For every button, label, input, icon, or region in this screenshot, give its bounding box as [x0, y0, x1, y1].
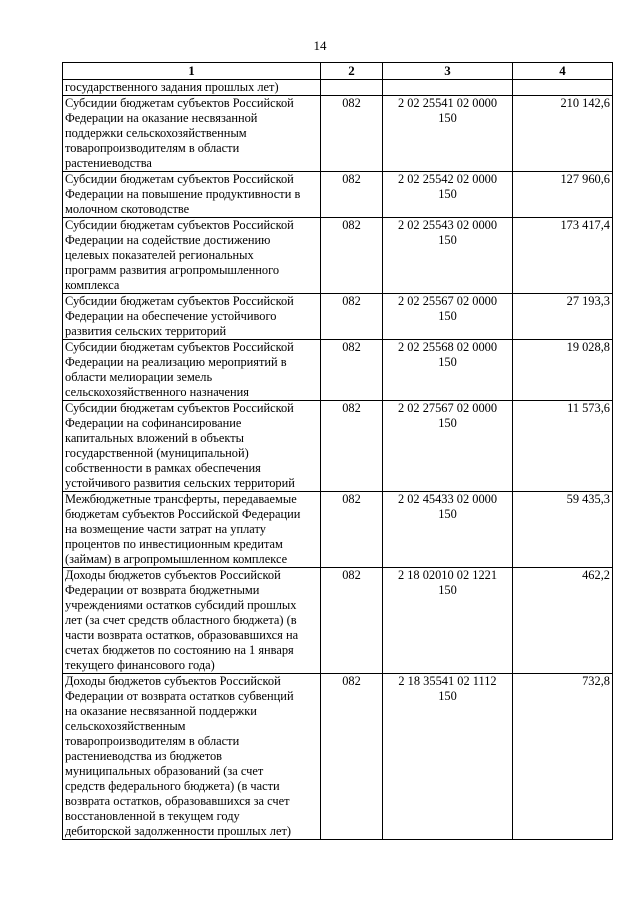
budget-code-line: 2 18 02010 02 1221	[397, 568, 498, 582]
revenue-name-line: текущего финансового года)	[65, 658, 215, 672]
revenue-name-line: Субсидии бюджетам субъектов Российской	[65, 172, 294, 186]
amount-cell	[513, 80, 613, 96]
revenue-name-line: бюджетам субъектов Российской Федерации	[65, 507, 301, 521]
table-header-row	[63, 63, 613, 80]
revenue-name-line: растениеводства из бюджетов	[65, 749, 223, 763]
admin-code-cell: 082	[321, 492, 383, 568]
column-header-2: 2	[321, 63, 383, 80]
revenue-name-line: Субсидии бюджетам субъектов Российской	[65, 294, 294, 308]
amount-cell: 210 142,6	[513, 96, 613, 172]
budget-table	[62, 62, 613, 840]
table-row	[63, 294, 613, 340]
revenue-name-line: устойчивого развития сельских территорий	[65, 476, 295, 490]
budget-code-cell	[383, 294, 513, 340]
amount-cell: 732,8	[513, 674, 613, 840]
admin-code-cell: 082	[321, 340, 383, 401]
revenue-name-line: Федерации на содействие достижению	[65, 233, 271, 247]
revenue-name-line: Федерации на обеспечение устойчивого	[65, 309, 277, 323]
revenue-name-line: Субсидии бюджетам субъектов Российской	[65, 96, 294, 110]
revenue-name-line: средств федерального бюджета) (в части	[65, 779, 280, 793]
revenue-name-cell	[63, 568, 321, 674]
revenue-name-line: целевых показателей региональных	[65, 248, 254, 262]
budget-code-line: 2 02 25543 02 0000	[397, 218, 498, 232]
budget-code-line: 2 02 27567 02 0000	[397, 401, 498, 415]
revenue-name-line: Федерации от возврата бюджетными	[65, 583, 260, 597]
column-header-1: 1	[63, 63, 321, 80]
revenue-name-line: капитальных вложений в объекты	[65, 431, 244, 445]
revenue-name-line: сельскохозяйственным	[65, 719, 186, 733]
revenue-name-line: Федерации на повышение продуктивности в	[65, 187, 301, 201]
budget-code-line: 150	[438, 233, 457, 247]
revenue-name-line: Субсидии бюджетам субъектов Российской	[65, 340, 294, 354]
table-row	[63, 172, 613, 218]
admin-code-cell: 082	[321, 96, 383, 172]
revenue-name-line: собственности в рамках обеспечения	[65, 461, 261, 475]
budget-code-line: 150	[438, 111, 457, 125]
budget-code-cell	[383, 401, 513, 492]
revenue-name-cell	[63, 172, 321, 218]
revenue-name-line: на оказание несвязанной поддержки	[65, 704, 257, 718]
revenue-name-cell	[63, 492, 321, 568]
revenue-name-line: государственного задания прошлых лет)	[65, 80, 279, 94]
revenue-name-line: восстановленной в текущем году	[65, 809, 240, 823]
amount-cell: 462,2	[513, 568, 613, 674]
budget-code-line: 2 18 35541 02 1112	[398, 674, 497, 688]
revenue-name-line: счетах бюджетов по состоянию на 1 января	[65, 643, 294, 657]
revenue-name-cell	[63, 218, 321, 294]
table-row	[63, 674, 613, 840]
budget-code-cell	[383, 568, 513, 674]
table-row	[63, 340, 613, 401]
amount-cell: 127 960,6	[513, 172, 613, 218]
amount-cell: 19 028,8	[513, 340, 613, 401]
revenue-name-line: Федерации от возврата остатков субвенций	[65, 689, 294, 703]
budget-code-cell	[383, 492, 513, 568]
revenue-name-line: Федерации на оказание несвязанной	[65, 111, 258, 125]
budget-code-line: 2 02 45433 02 0000	[397, 492, 498, 506]
table-row	[63, 492, 613, 568]
revenue-name-line: молочном скотоводстве	[65, 202, 190, 216]
budget-code-cell	[383, 172, 513, 218]
revenue-name-cell	[63, 96, 321, 172]
revenue-name-line: Доходы бюджетов субъектов Российской	[65, 568, 281, 582]
table-row	[63, 96, 613, 172]
budget-code-line: 2 02 25567 02 0000	[397, 294, 498, 308]
revenue-name-line: (займам) в агропромышленном комплексе	[65, 552, 288, 566]
budget-code-line: 150	[438, 355, 457, 369]
admin-code-cell: 082	[321, 674, 383, 840]
revenue-name-line: государственной (муниципальной)	[65, 446, 249, 460]
revenue-name-line: комплекса	[65, 278, 120, 292]
budget-code-line: 150	[438, 416, 457, 430]
table-row	[63, 218, 613, 294]
revenue-name-line: на возмещение части затрат на уплату	[65, 522, 266, 536]
budget-code-cell	[383, 674, 513, 840]
revenue-name-line: товаропроизводителям в области	[65, 141, 240, 155]
revenue-name-line: возврата остатков, образовавшихся за счет	[65, 794, 290, 808]
budget-code-line: 150	[438, 583, 457, 597]
revenue-name-line: развития сельских территорий	[65, 324, 227, 338]
admin-code-cell	[321, 80, 383, 96]
revenue-name-line: сельскохозяйственного назначения	[65, 385, 249, 399]
column-header-4: 4	[513, 63, 613, 80]
revenue-name-line: муниципальных образований (за счет	[65, 764, 264, 778]
revenue-name-line: части возврата остатков, образовавшихся на	[65, 628, 299, 642]
revenue-name-line: программ развития агропромышленного	[65, 263, 280, 277]
revenue-name-line: поддержки сельскохозяйственным	[65, 126, 247, 140]
amount-cell: 11 573,6	[513, 401, 613, 492]
table-row	[63, 568, 613, 674]
budget-code-line: 150	[438, 507, 457, 521]
admin-code-cell: 082	[321, 568, 383, 674]
budget-code-line: 150	[438, 309, 457, 323]
revenue-name-line: растениеводства	[65, 156, 152, 170]
budget-code-line: 150	[438, 689, 457, 703]
page-number: 14	[313, 38, 327, 53]
revenue-name-cell	[63, 80, 321, 96]
budget-code-cell	[383, 218, 513, 294]
revenue-name-line: товаропроизводителям в области	[65, 734, 240, 748]
amount-cell: 59 435,3	[513, 492, 613, 568]
revenue-name-line: дебиторской задолженности прошлых лет)	[65, 824, 292, 838]
revenue-name-cell	[63, 674, 321, 840]
revenue-name-cell	[63, 294, 321, 340]
revenue-name-line: Субсидии бюджетам субъектов Российской	[65, 401, 294, 415]
revenue-name-line: процентов по инвестиционным кредитам	[65, 537, 283, 551]
revenue-name-line: Доходы бюджетов субъектов Российской	[65, 674, 281, 688]
budget-code-cell	[383, 96, 513, 172]
admin-code-cell: 082	[321, 172, 383, 218]
revenue-name-line: лет (за счет средств областного бюджета) (в	[65, 613, 297, 627]
admin-code-cell: 082	[321, 218, 383, 294]
revenue-name-cell	[63, 401, 321, 492]
revenue-name-line: учреждениями остатков субсидий прошлых	[65, 598, 297, 612]
amount-cell: 173 417,4	[513, 218, 613, 294]
admin-code-cell: 082	[321, 294, 383, 340]
budget-code-line: 2 02 25541 02 0000	[397, 96, 498, 110]
column-header-3: 3	[383, 63, 513, 80]
revenue-name-line: Субсидии бюджетам субъектов Российской	[65, 218, 294, 232]
revenue-name-line: Федерации на софинансирование	[65, 416, 242, 430]
revenue-name-line: области мелиорации земель	[65, 370, 213, 384]
table-row	[63, 401, 613, 492]
admin-code-cell: 082	[321, 401, 383, 492]
revenue-name-line: Федерации на реализацию мероприятий в	[65, 355, 287, 369]
budget-code-line: 150	[438, 187, 457, 201]
amount-cell: 27 193,3	[513, 294, 613, 340]
revenue-name-line: Межбюджетные трансферты, передаваемые	[65, 492, 297, 506]
revenue-name-cell	[63, 340, 321, 401]
budget-code-line: 2 02 25542 02 0000	[397, 172, 498, 186]
budget-code-cell	[383, 340, 513, 401]
budget-code-cell	[383, 80, 513, 96]
table-row	[63, 80, 613, 96]
budget-code-line: 2 02 25568 02 0000	[397, 340, 498, 354]
